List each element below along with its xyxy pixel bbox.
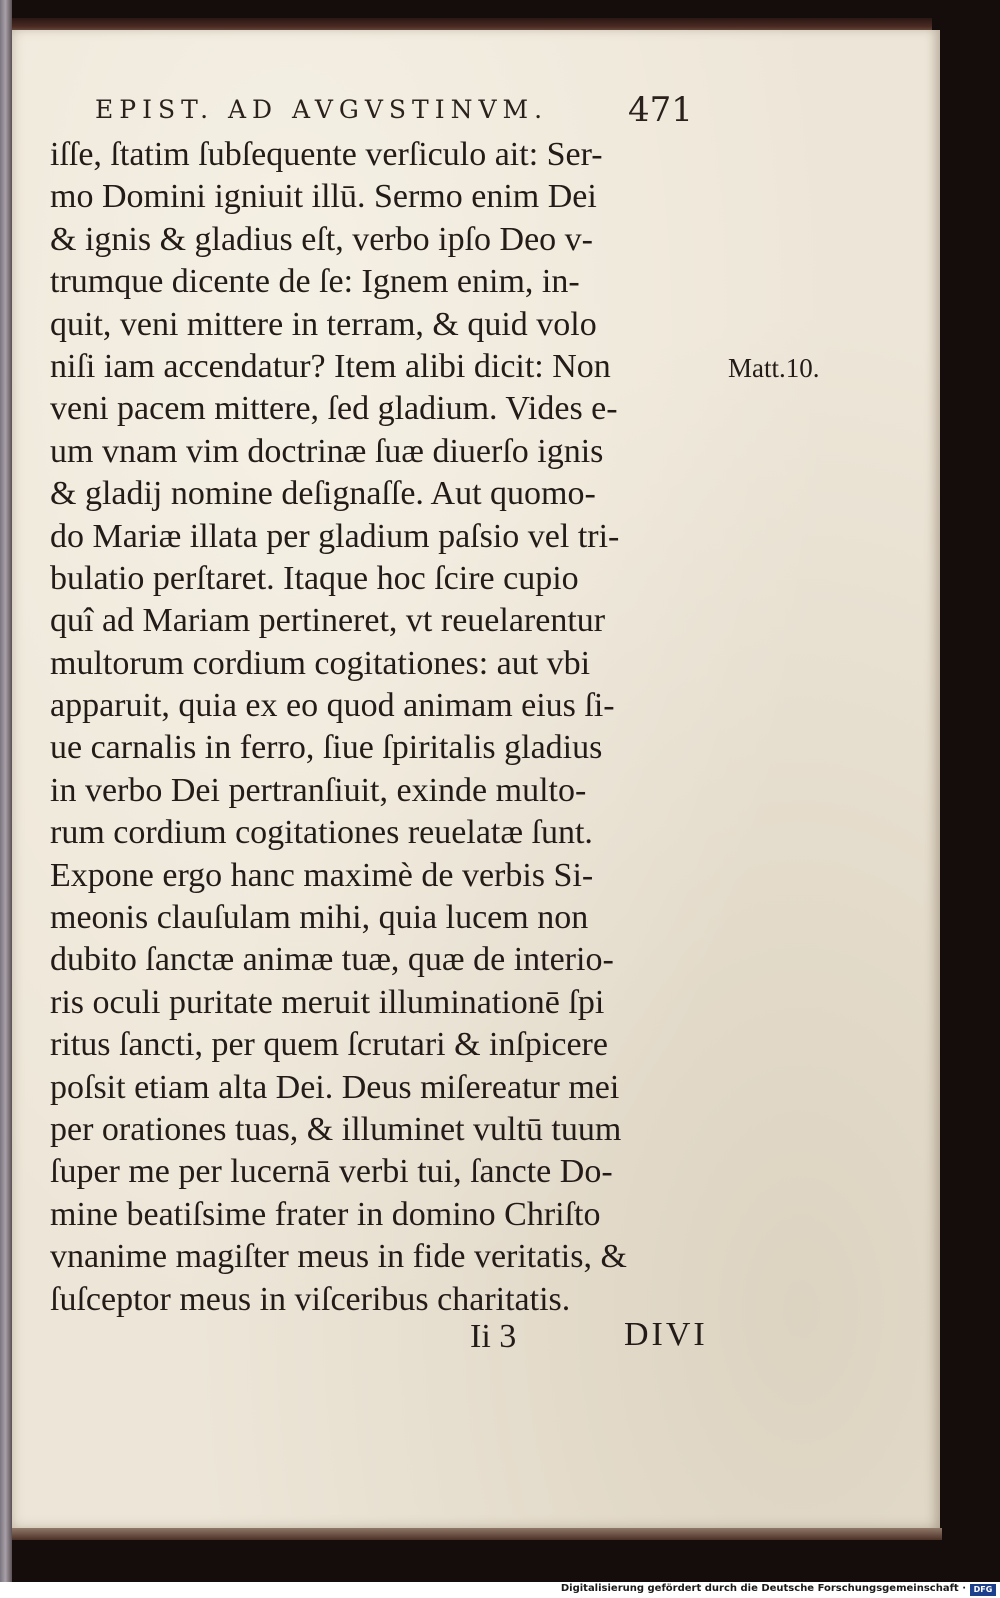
text-line: & gladij nomine deſignaſſe. Aut quomo- xyxy=(50,475,596,513)
text-line: ſuſceptor meus in viſceribus charitatis. xyxy=(50,1280,571,1318)
text-line: rum cordium cogitationes reuelatæ ſunt. xyxy=(50,814,593,852)
text-line: vnanime magiſter meus in fide veritatis, & xyxy=(50,1238,627,1276)
text-line: Expone ergo hanc maximè de verbis Si- xyxy=(50,856,594,894)
text-line: quî ad Mariam pertineret, vt reuelarentur xyxy=(50,602,606,640)
text-line: ritus ſancti, per quem ſcrutari & inſpicere xyxy=(50,1026,608,1064)
text-line: mine beatiſsime frater in domino Chriſto xyxy=(50,1195,601,1233)
text-line: niſi iam accendatur? Item alibi dicit: Non xyxy=(50,347,611,385)
text-line: apparuit, quia ex eo quod animam eius ſi- xyxy=(50,687,615,725)
text-line: ue carnalis in ferro, ſiue ſpiritalis gladius xyxy=(50,729,603,767)
signature-mark: Ii 3 xyxy=(470,1318,517,1355)
text-line: quit, veni mittere in terram, & quid volo xyxy=(50,305,597,343)
text-line: trumque dicente de ſe: Ignem enim, in- xyxy=(50,263,580,301)
text-line: do Mariæ illata per gladium paſsio vel tri- xyxy=(50,517,620,555)
binding-strip xyxy=(0,0,12,1582)
text-line: multorum cordium cogitationes: aut vbi xyxy=(50,644,591,682)
running-head: EPIST. AD AVGVSTINVM. xyxy=(95,95,549,124)
text-line: dubito ſanctæ animæ tuæ, quæ de interio- xyxy=(50,941,614,979)
text-line: iſſe, ſtatim ſubſequente verſiculo ait: Ser- xyxy=(50,136,603,173)
text-line: meonis clauſulam mihi, quia lucem non xyxy=(50,899,589,937)
text-line: per orationes tuas, & illuminet vultū tuum xyxy=(50,1110,622,1148)
text-line: in verbo Dei pertranſiuit, exinde multo- xyxy=(50,771,587,809)
text-line: ſuper me per lucernā verbi tui, ſancte Do- xyxy=(50,1153,613,1191)
text-line: ris oculi puritate meruit illuminationē ſpi xyxy=(50,983,605,1021)
text-line: bulatio perſtaret. Itaque hoc ſcire cupio xyxy=(50,559,579,597)
page-bottom-edge xyxy=(12,1528,942,1540)
text-line: veni pacem mittere, ſed gladium. Vides e- xyxy=(50,390,618,428)
text-line: um vnam vim doctrinæ ſuæ diuerſo ignis xyxy=(50,432,604,470)
dfg-logo: DFG xyxy=(970,1584,996,1596)
text-line: mo Domini igniuit illū. Sermo enim Dei xyxy=(50,178,597,216)
body-text xyxy=(50,134,730,1321)
catchword: DIVI xyxy=(624,1316,708,1353)
text-line: & ignis & gladius eſt, verbo ipſo Deo v- xyxy=(50,220,593,258)
text-line: poſsit etiam alta Dei. Deus miſereatur mei xyxy=(50,1068,620,1106)
credit-text: Digitalisierung gefördert durch die Deutsche Forschungsgemeinschaft · xyxy=(560,1583,966,1594)
margin-note: Matt.10. xyxy=(728,353,820,383)
page-number: 471 xyxy=(628,90,693,130)
